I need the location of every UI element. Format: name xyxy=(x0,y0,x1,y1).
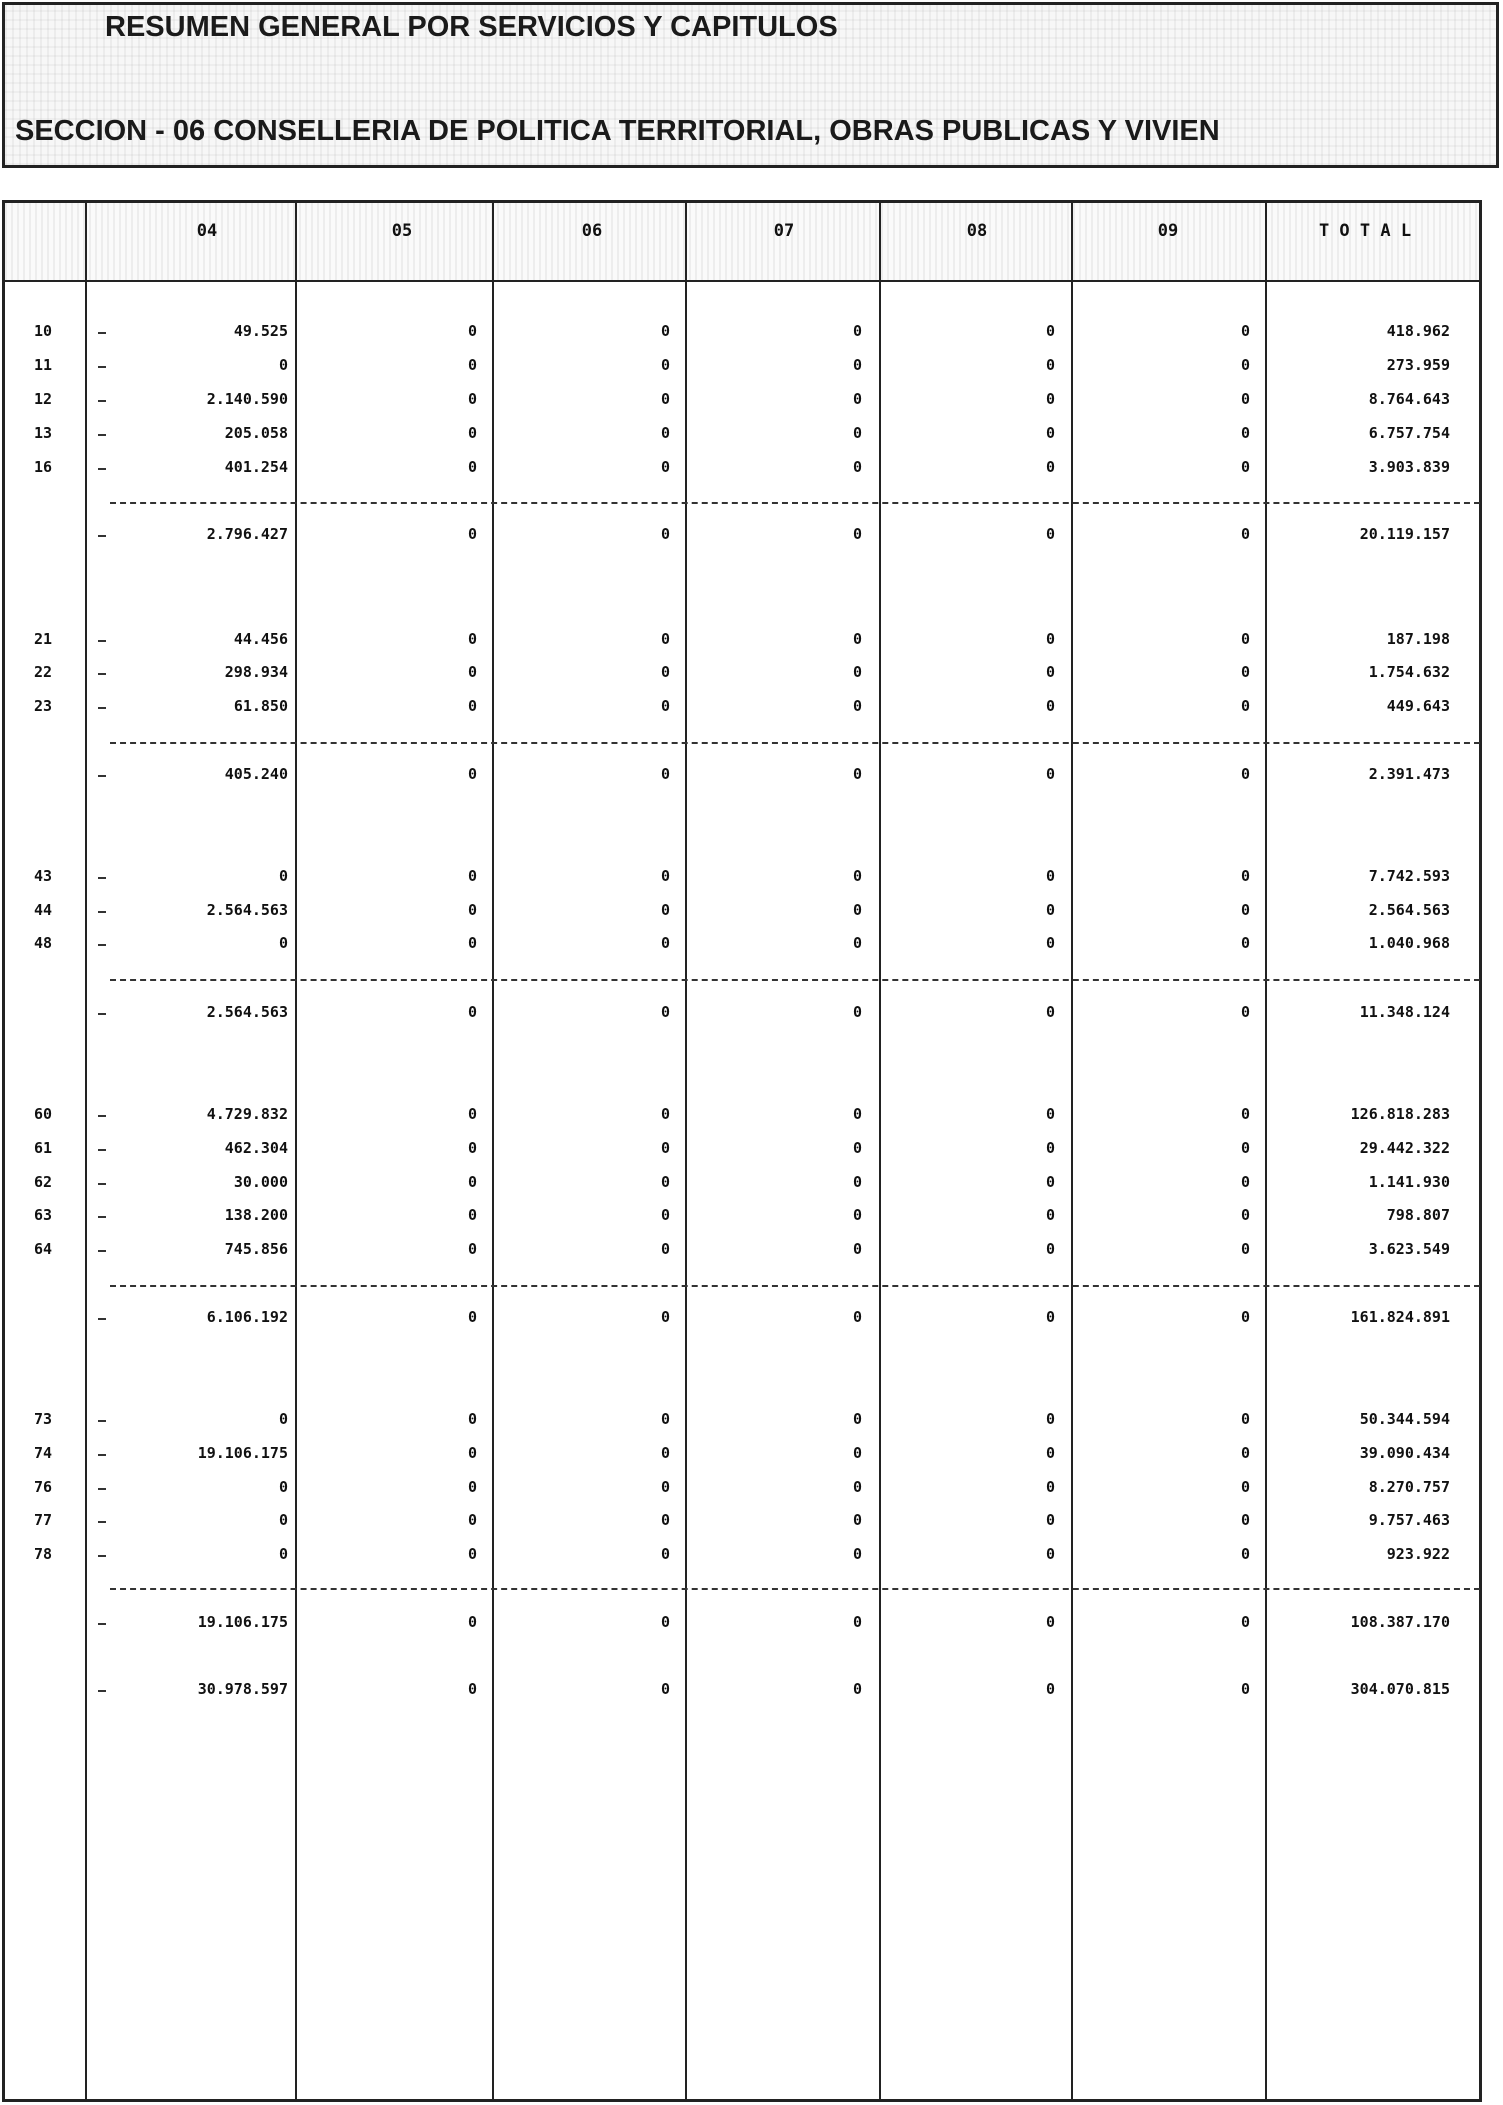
table-cell: 0 xyxy=(1045,1444,1055,1462)
table-cell: 0 xyxy=(1045,765,1055,783)
row-dash xyxy=(98,640,106,642)
table-cell: 0 xyxy=(852,630,862,648)
row-code: 21 xyxy=(34,630,53,648)
row-code: 13 xyxy=(34,424,53,442)
row-code: 11 xyxy=(34,356,53,374)
section-title: SECCION - 06 CONSELLERIA DE POLITICA TERRITORIAL, OBRAS PUBLICAS Y VIVIEN xyxy=(15,115,1220,147)
table-cell: 0 xyxy=(1045,458,1055,476)
table-cell: 0 xyxy=(467,1478,477,1496)
column-header-07: 07 xyxy=(773,221,795,241)
table-cell: 0 xyxy=(278,867,288,885)
row-dash xyxy=(98,1521,106,1523)
table-cell: 61.850 xyxy=(233,697,288,715)
table-cell: 0 xyxy=(1045,1173,1055,1191)
table-cell: 0 xyxy=(852,1613,862,1631)
table-cell: 0 xyxy=(1045,390,1055,408)
row-code: 44 xyxy=(34,901,53,919)
table-cell: 0 xyxy=(660,356,670,374)
column-header-08: 08 xyxy=(966,221,988,241)
table-cell: 0 xyxy=(278,356,288,374)
table-cell: 0 xyxy=(467,1240,477,1258)
table-cell: 0 xyxy=(660,1444,670,1462)
table-cell: 0 xyxy=(1045,1478,1055,1496)
table-cell: 0 xyxy=(1240,1444,1250,1462)
table-cell: 0 xyxy=(852,663,862,681)
row-dash xyxy=(98,1623,106,1625)
table-cell: 0 xyxy=(1240,1680,1250,1698)
table-cell: 0 xyxy=(852,1105,862,1123)
table-cell: 9.757.463 xyxy=(1368,1511,1450,1529)
table-cell: 0 xyxy=(660,390,670,408)
table-cell: 298.934 xyxy=(224,663,288,681)
row-code: 63 xyxy=(34,1206,53,1224)
table-cell: 0 xyxy=(660,424,670,442)
table-cell: 2.564.563 xyxy=(1368,901,1450,919)
row-dash xyxy=(98,1115,106,1117)
row-code: 60 xyxy=(34,1105,53,1123)
table-cell: 3.623.549 xyxy=(1368,1240,1450,1258)
table-cell: 0 xyxy=(467,1511,477,1529)
table-cell: 0 xyxy=(1240,1105,1250,1123)
table-cell: 1.754.632 xyxy=(1368,663,1450,681)
row-code: 43 xyxy=(34,867,53,885)
table-cell: 0 xyxy=(278,1511,288,1529)
table-cell: 6.757.754 xyxy=(1368,424,1450,442)
row-dash xyxy=(98,1183,106,1185)
table-cell: 4.729.832 xyxy=(206,1105,288,1123)
table-cell: 8.270.757 xyxy=(1368,1478,1450,1496)
table-cell: 0 xyxy=(1045,1680,1055,1698)
table-cell: 0 xyxy=(467,697,477,715)
row-dash xyxy=(98,1690,106,1692)
table-cell: 2.140.590 xyxy=(206,390,288,408)
column-header-06: 06 xyxy=(581,221,603,241)
row-dash xyxy=(98,1488,106,1490)
table-cell: 0 xyxy=(467,1545,477,1563)
table-cell: 0 xyxy=(852,1003,862,1021)
table-cell: 0 xyxy=(852,356,862,374)
table-cell: 304.070.815 xyxy=(1350,1680,1450,1698)
row-dash xyxy=(98,1250,106,1252)
table-cell: 0 xyxy=(1240,867,1250,885)
table-cell: 449.643 xyxy=(1386,697,1450,715)
table-cell: 0 xyxy=(1045,1139,1055,1157)
column-divider xyxy=(1265,203,1267,2099)
row-dash xyxy=(98,366,106,368)
table-cell: 0 xyxy=(660,1680,670,1698)
row-code: 76 xyxy=(34,1478,53,1496)
table-cell: 0 xyxy=(1045,356,1055,374)
table-cell: 0 xyxy=(467,356,477,374)
table-cell: 0 xyxy=(467,1173,477,1191)
row-code: 78 xyxy=(34,1545,53,1563)
table-cell: 462.304 xyxy=(224,1139,288,1157)
row-dash xyxy=(98,434,106,436)
table-cell: 0 xyxy=(1045,525,1055,543)
row-code: 23 xyxy=(34,697,53,715)
row-dash xyxy=(98,775,106,777)
subtotal-rule xyxy=(110,502,1480,504)
table-cell: 0 xyxy=(1045,1410,1055,1428)
table-cell: 0 xyxy=(852,867,862,885)
report-title: RESUMEN GENERAL POR SERVICIOS Y CAPITULOS xyxy=(105,11,838,43)
table-cell: 138.200 xyxy=(224,1206,288,1224)
table-cell: 0 xyxy=(660,934,670,952)
subtotal-rule xyxy=(110,1285,1480,1287)
table-cell: 0 xyxy=(1240,1613,1250,1631)
table-cell: 418.962 xyxy=(1386,322,1450,340)
table-cell: 0 xyxy=(660,1139,670,1157)
table-cell: 1.141.930 xyxy=(1368,1173,1450,1191)
table-cell: 0 xyxy=(660,663,670,681)
table-cell: 11.348.124 xyxy=(1359,1003,1450,1021)
subtotal-rule xyxy=(110,742,1480,744)
table-cell: 0 xyxy=(1240,525,1250,543)
row-dash xyxy=(98,911,106,913)
table-cell: 0 xyxy=(660,525,670,543)
row-code: 74 xyxy=(34,1444,53,1462)
table-cell: 0 xyxy=(1240,1511,1250,1529)
table-cell: 6.106.192 xyxy=(206,1308,288,1326)
table-cell: 0 xyxy=(852,1511,862,1529)
table-cell: 0 xyxy=(1240,663,1250,681)
table-cell: 0 xyxy=(1240,934,1250,952)
table-cell: 0 xyxy=(660,1545,670,1563)
table-cell: 30.978.597 xyxy=(197,1680,288,1698)
row-dash xyxy=(98,1216,106,1218)
row-code: 61 xyxy=(34,1139,53,1157)
table-cell: 0 xyxy=(852,322,862,340)
subtotal-rule xyxy=(110,1588,1480,1590)
table-cell: 0 xyxy=(467,322,477,340)
table-cell: 0 xyxy=(660,1003,670,1021)
table-cell: 0 xyxy=(467,1410,477,1428)
table-cell: 0 xyxy=(467,1105,477,1123)
row-dash xyxy=(98,535,106,537)
table-cell: 0 xyxy=(467,525,477,543)
table-cell: 161.824.891 xyxy=(1350,1308,1450,1326)
table-cell: 2.796.427 xyxy=(206,525,288,543)
row-dash xyxy=(98,1149,106,1151)
table-cell: 0 xyxy=(1240,458,1250,476)
row-code: 64 xyxy=(34,1240,53,1258)
report-header xyxy=(2,2,1499,168)
table-cell: 108.387.170 xyxy=(1350,1613,1450,1631)
table-cell: 0 xyxy=(1045,697,1055,715)
row-dash xyxy=(98,1318,106,1320)
table-cell: 0 xyxy=(467,424,477,442)
table-cell: 0 xyxy=(467,1613,477,1631)
table-header xyxy=(5,203,1479,282)
column-header-09: 09 xyxy=(1157,221,1179,241)
table-cell: 8.764.643 xyxy=(1368,390,1450,408)
table-cell: 0 xyxy=(467,663,477,681)
table-cell: 0 xyxy=(1045,1545,1055,1563)
table-cell: 50.344.594 xyxy=(1359,1410,1450,1428)
table-cell: 0 xyxy=(467,1680,477,1698)
table-cell: 0 xyxy=(1240,901,1250,919)
table-cell: 401.254 xyxy=(224,458,288,476)
row-code: 16 xyxy=(34,458,53,476)
column-divider xyxy=(85,203,87,2099)
table-cell: 0 xyxy=(660,1511,670,1529)
table-cell: 0 xyxy=(467,1139,477,1157)
row-code: 22 xyxy=(34,663,53,681)
table-cell: 0 xyxy=(278,1410,288,1428)
table-cell: 745.856 xyxy=(224,1240,288,1258)
table-cell: 0 xyxy=(852,1444,862,1462)
table-cell: 0 xyxy=(1045,663,1055,681)
table-cell: 205.058 xyxy=(224,424,288,442)
table-cell: 0 xyxy=(1045,1240,1055,1258)
table-cell: 0 xyxy=(852,1206,862,1224)
table-cell: 798.807 xyxy=(1386,1206,1450,1224)
table-cell: 0 xyxy=(660,697,670,715)
subtotal-rule xyxy=(110,979,1480,981)
row-dash xyxy=(98,944,106,946)
table-cell: 0 xyxy=(1240,1173,1250,1191)
table-cell: 0 xyxy=(660,322,670,340)
table-cell: 0 xyxy=(1045,1003,1055,1021)
table-cell: 405.240 xyxy=(224,765,288,783)
table-cell: 0 xyxy=(1240,1410,1250,1428)
table-cell: 0 xyxy=(1240,424,1250,442)
table-cell: 0 xyxy=(660,1173,670,1191)
table-cell: 0 xyxy=(467,765,477,783)
table-cell: 0 xyxy=(1045,322,1055,340)
table-cell: 49.525 xyxy=(233,322,288,340)
table-cell: 0 xyxy=(1240,322,1250,340)
table-cell: 0 xyxy=(852,1173,862,1191)
row-code: 77 xyxy=(34,1511,53,1529)
table-cell: 0 xyxy=(852,765,862,783)
table-cell: 0 xyxy=(660,1410,670,1428)
table-cell: 0 xyxy=(467,867,477,885)
row-dash xyxy=(98,1454,106,1456)
table-cell: 0 xyxy=(1240,356,1250,374)
table-cell: 0 xyxy=(467,458,477,476)
table-cell: 0 xyxy=(278,1545,288,1563)
table-cell: 0 xyxy=(852,525,862,543)
table-cell: 0 xyxy=(852,390,862,408)
table-cell: 0 xyxy=(1240,1240,1250,1258)
table-cell: 0 xyxy=(660,867,670,885)
table-cell: 0 xyxy=(467,1308,477,1326)
table-cell: 0 xyxy=(660,765,670,783)
row-dash xyxy=(98,332,106,334)
table-cell: 0 xyxy=(1240,1478,1250,1496)
table-cell: 0 xyxy=(852,458,862,476)
table-cell: 0 xyxy=(852,901,862,919)
table-cell: 0 xyxy=(1240,1545,1250,1563)
table-cell: 0 xyxy=(852,934,862,952)
table-cell: 0 xyxy=(1045,1105,1055,1123)
table-cell: 2.391.473 xyxy=(1368,765,1450,783)
row-code: 10 xyxy=(34,322,53,340)
table-cell: 0 xyxy=(467,390,477,408)
table-cell: 30.000 xyxy=(233,1173,288,1191)
table-cell: 0 xyxy=(852,1545,862,1563)
row-dash xyxy=(98,877,106,879)
column-header-04: 04 xyxy=(196,221,218,241)
table-cell: 0 xyxy=(660,1308,670,1326)
table-cell: 126.818.283 xyxy=(1350,1105,1450,1123)
row-dash xyxy=(98,468,106,470)
table-cell: 19.106.175 xyxy=(197,1613,288,1631)
table-cell: 2.564.563 xyxy=(206,901,288,919)
table-cell: 1.040.968 xyxy=(1368,934,1450,952)
table-cell: 0 xyxy=(852,1410,862,1428)
table-cell: 0 xyxy=(467,630,477,648)
column-header-total: T O T A L xyxy=(1318,221,1412,241)
table-cell: 0 xyxy=(660,1240,670,1258)
table-cell: 29.442.322 xyxy=(1359,1139,1450,1157)
row-code: 62 xyxy=(34,1173,53,1191)
table-cell: 0 xyxy=(1240,1206,1250,1224)
table-cell: 0 xyxy=(660,901,670,919)
table-cell: 0 xyxy=(852,424,862,442)
row-code: 12 xyxy=(34,390,53,408)
table-cell: 20.119.157 xyxy=(1359,525,1450,543)
table-cell: 0 xyxy=(278,934,288,952)
table-cell: 187.198 xyxy=(1386,630,1450,648)
table-cell: 0 xyxy=(852,697,862,715)
row-dash xyxy=(98,1420,106,1422)
table-cell: 0 xyxy=(1045,934,1055,952)
table-cell: 0 xyxy=(1240,390,1250,408)
table-cell: 0 xyxy=(1240,697,1250,715)
table-cell: 0 xyxy=(660,1613,670,1631)
table-cell: 0 xyxy=(467,901,477,919)
table-cell: 0 xyxy=(660,1105,670,1123)
table-cell: 0 xyxy=(660,1478,670,1496)
row-code: 48 xyxy=(34,934,53,952)
table-cell: 0 xyxy=(1240,630,1250,648)
row-dash xyxy=(98,1013,106,1015)
row-dash xyxy=(98,400,106,402)
table-cell: 0 xyxy=(852,1240,862,1258)
row-code: 73 xyxy=(34,1410,53,1428)
table-cell: 7.742.593 xyxy=(1368,867,1450,885)
table-cell: 0 xyxy=(1240,1308,1250,1326)
table-cell: 0 xyxy=(467,1444,477,1462)
table-cell: 0 xyxy=(467,934,477,952)
table-cell: 0 xyxy=(1045,1613,1055,1631)
table-cell: 0 xyxy=(852,1478,862,1496)
table-cell: 44.456 xyxy=(233,630,288,648)
table-cell: 0 xyxy=(660,630,670,648)
row-dash xyxy=(98,707,106,709)
table-cell: 0 xyxy=(1045,1511,1055,1529)
table-cell: 3.903.839 xyxy=(1368,458,1450,476)
table-cell: 0 xyxy=(467,1003,477,1021)
table-cell: 923.922 xyxy=(1386,1545,1450,1563)
table-cell: 0 xyxy=(852,1139,862,1157)
table-cell: 0 xyxy=(1045,424,1055,442)
table-cell: 39.090.434 xyxy=(1359,1444,1450,1462)
table-cell: 0 xyxy=(660,458,670,476)
table-cell: 0 xyxy=(1240,1139,1250,1157)
table-cell: 0 xyxy=(1240,1003,1250,1021)
table-cell: 0 xyxy=(1045,1308,1055,1326)
row-dash xyxy=(98,673,106,675)
table-cell: 19.106.175 xyxy=(197,1444,288,1462)
table-cell: 0 xyxy=(852,1308,862,1326)
table-cell: 0 xyxy=(1045,630,1055,648)
table-cell: 0 xyxy=(467,1206,477,1224)
column-header-05: 05 xyxy=(391,221,413,241)
row-dash xyxy=(98,1555,106,1557)
table-cell: 0 xyxy=(1045,867,1055,885)
table-cell: 0 xyxy=(1045,901,1055,919)
table-cell: 0 xyxy=(660,1206,670,1224)
table-cell: 0 xyxy=(1240,765,1250,783)
table-cell: 0 xyxy=(1045,1206,1055,1224)
table-cell: 0 xyxy=(278,1478,288,1496)
table-cell: 0 xyxy=(852,1680,862,1698)
table-cell: 273.959 xyxy=(1386,356,1450,374)
table-cell: 2.564.563 xyxy=(206,1003,288,1021)
